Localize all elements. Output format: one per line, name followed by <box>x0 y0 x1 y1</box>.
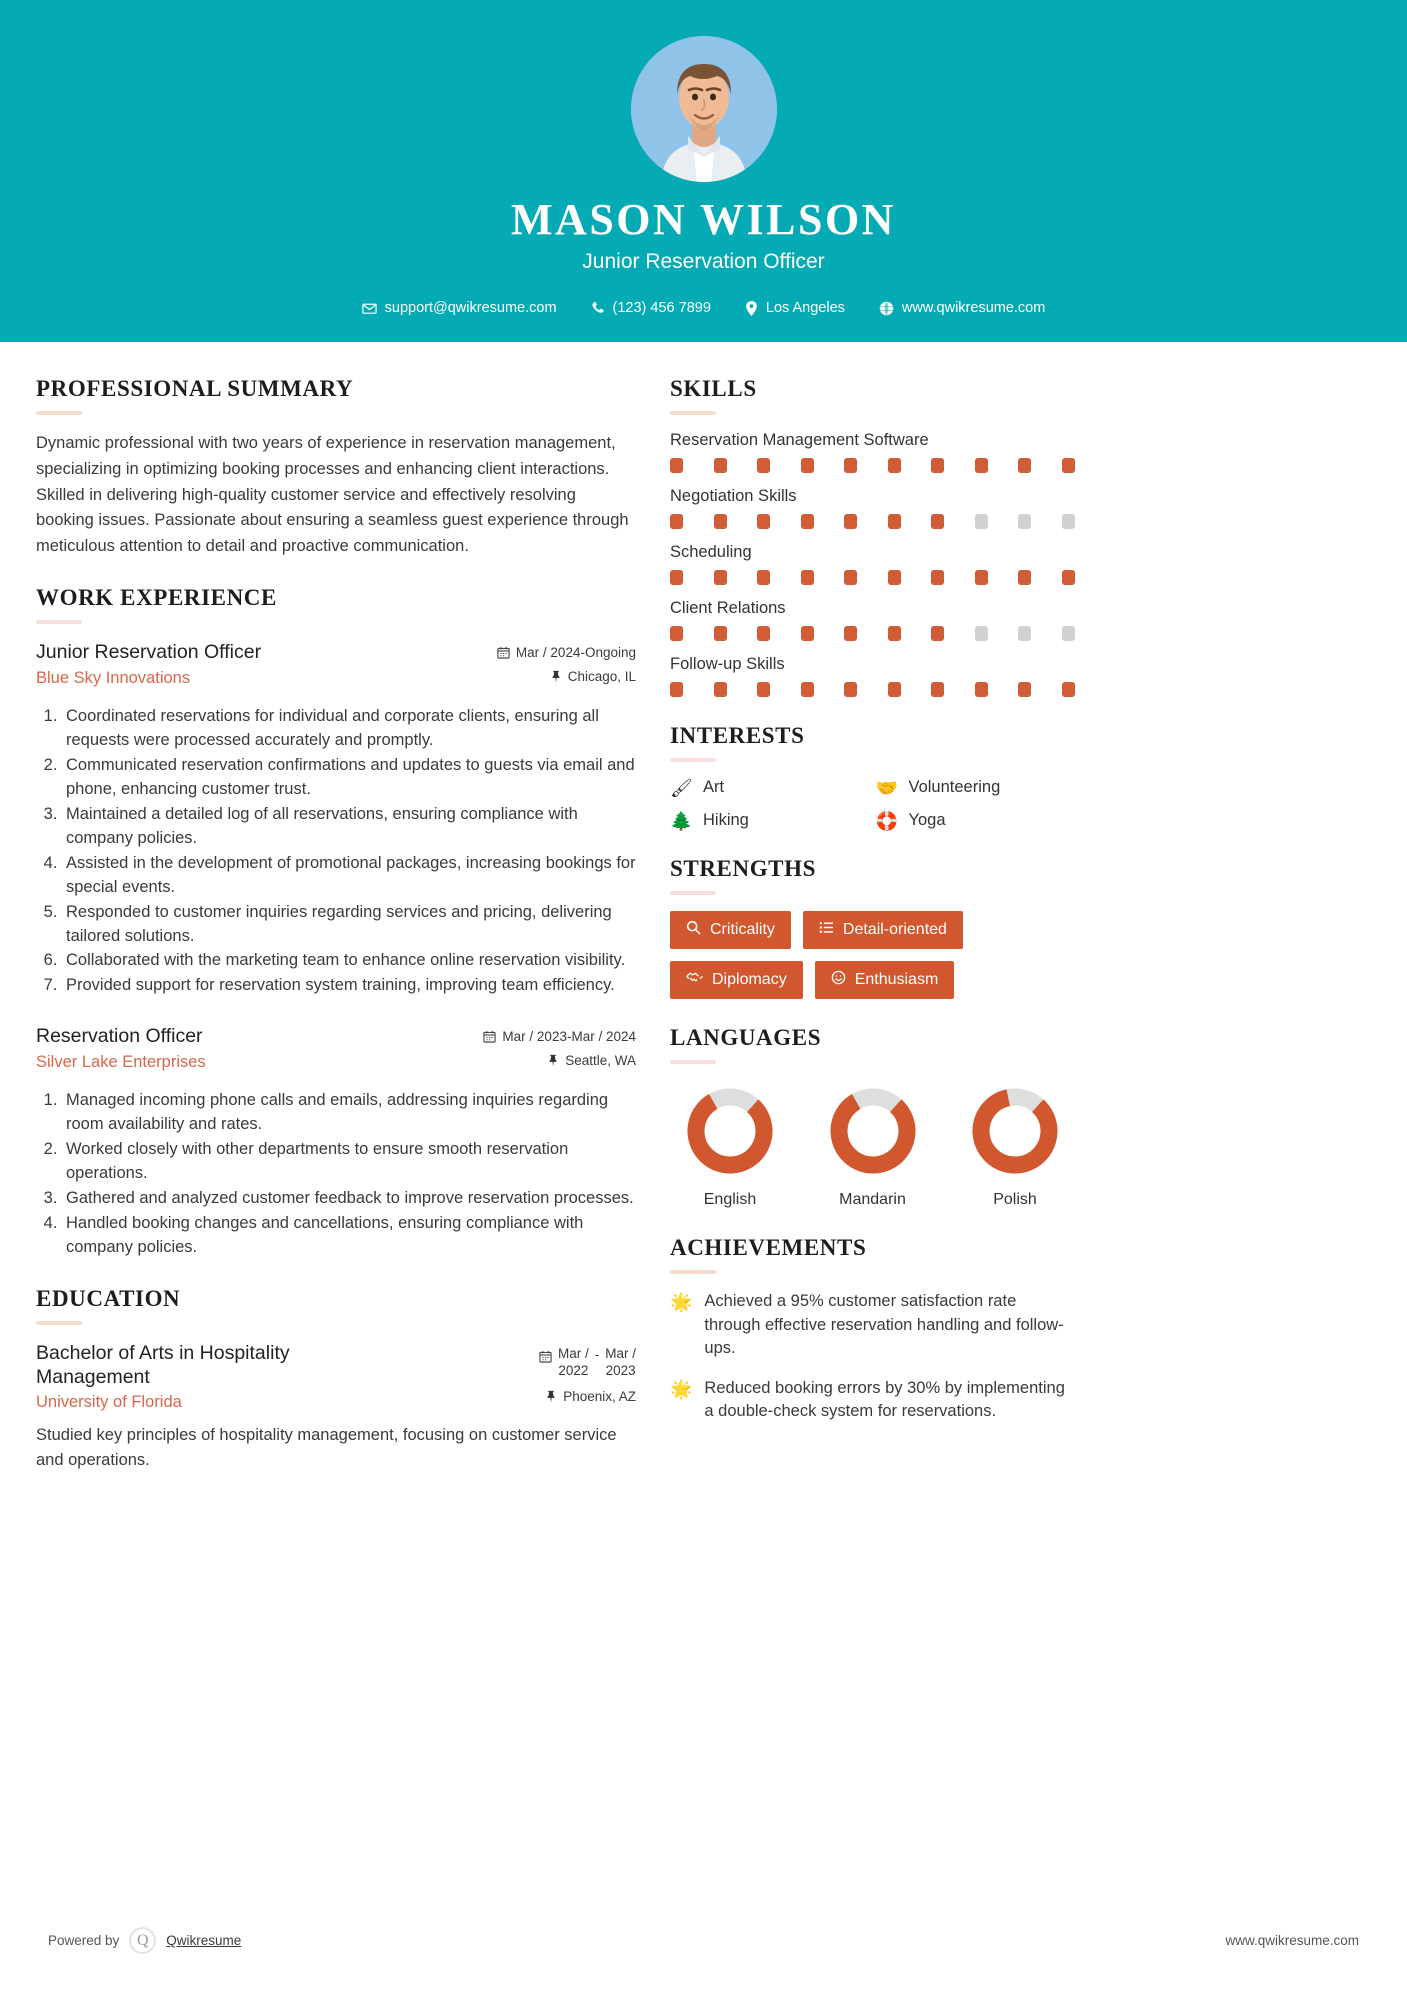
language-label: Polish <box>993 1191 1037 1209</box>
qwikresume-logo-icon: Q <box>129 1927 156 1954</box>
skill-dot <box>1018 570 1031 585</box>
language-item <box>813 1086 933 1209</box>
interest-item <box>670 778 870 797</box>
section-strengths <box>670 856 1075 999</box>
skill-dot <box>844 514 857 529</box>
page-title: MASON WILSON <box>511 195 896 244</box>
strength-chip-enthusiasm[interactable] <box>815 961 955 999</box>
pushpin-icon <box>547 1053 559 1070</box>
shooting-star-icon: 🌟 <box>670 1292 693 1313</box>
job-company: Blue Sky Innovations <box>36 668 191 687</box>
skill-dot <box>801 514 814 529</box>
footer-brand-link[interactable]: Qwikresume <box>166 1933 242 1948</box>
skill-rating <box>670 570 1075 585</box>
map-pin-icon <box>745 301 758 316</box>
section-rule <box>670 891 716 895</box>
list-icon <box>819 920 834 940</box>
skill-dot <box>1018 626 1031 641</box>
achievement-text: Reduced booking errors by 30% by implementing a double-check system for reservations. <box>704 1378 1065 1421</box>
language-donut <box>670 1086 790 1181</box>
handshake-icon <box>686 970 703 990</box>
skill-item <box>670 431 1075 473</box>
contact-email[interactable] <box>345 300 574 316</box>
section-heading-interests: INTERESTS <box>670 723 805 749</box>
contact-location-text: Los Angeles <box>765 300 845 317</box>
skill-dot <box>844 458 857 473</box>
language-item <box>955 1086 1075 1209</box>
donut-chart <box>970 1086 1060 1176</box>
job-bullet: 1. Managed incoming phone calls and emails, addressing inquiries regarding room availability and rates. <box>62 1089 636 1137</box>
job-bullet: 3. Gathered and analyzed customer feedback to improve reservation processes. <box>62 1187 636 1211</box>
education-date-start-month: Mar / <box>557 1345 589 1361</box>
resume-footer <box>0 1927 1407 1954</box>
skill-dot <box>888 458 901 473</box>
resume-body <box>0 342 1407 1499</box>
section-rule <box>36 1321 82 1325</box>
contact-website-text: www.qwikresume.com <box>901 300 1046 317</box>
skill-dot <box>931 514 944 529</box>
education-school: University of Florida <box>36 1393 182 1412</box>
section-heading-education: EDUCATION <box>36 1285 181 1311</box>
contact-phone-text: (123) 456 7899 <box>612 300 711 317</box>
skill-dot <box>975 570 988 585</box>
education-date-end-year: 2023 <box>605 1362 636 1378</box>
skill-dot <box>757 626 770 641</box>
skill-dot <box>888 570 901 585</box>
language-label: Mandarin <box>839 1191 906 1209</box>
job-company: Silver Lake Enterprises <box>36 1052 206 1071</box>
language-label: English <box>703 1191 757 1209</box>
skill-dot <box>975 458 988 473</box>
skill-name: Follow-up Skills <box>670 655 785 674</box>
education-date-end <box>605 1346 636 1380</box>
skill-dot <box>1062 514 1075 529</box>
section-rule <box>670 1060 716 1064</box>
avatar <box>631 36 777 182</box>
experience-item <box>36 640 636 998</box>
job-bullet: 2. Worked closely with other departments to ensure smooth reservation operations. <box>62 1138 636 1186</box>
language-item <box>670 1086 790 1209</box>
job-bullet: 3. Maintained a detailed log of all reservations, ensuring compliance with company policies. <box>62 803 636 851</box>
skill-dot <box>888 514 901 529</box>
strength-chip-diplomacy[interactable] <box>670 961 803 999</box>
envelope-icon <box>362 301 377 316</box>
job-bullet: 6. Collaborated with the marketing team to enhance online reservation visibility. <box>62 949 636 973</box>
skill-item <box>670 543 1075 585</box>
skill-dot <box>714 458 727 473</box>
date-range-dash: - <box>594 1346 600 1362</box>
skill-rating <box>670 514 1075 529</box>
interest-label: Hiking <box>703 811 749 830</box>
strength-chip-criticality[interactable] <box>670 911 791 949</box>
education-location-text: Phoenix, AZ <box>563 1389 636 1405</box>
skill-dot <box>714 626 727 641</box>
skill-dot <box>1062 626 1075 641</box>
job-dates-text: Mar / 2024-Ongoing <box>515 645 636 661</box>
skill-dot <box>670 458 683 473</box>
header-job-title: Junior Reservation Officer <box>582 250 825 274</box>
skill-item <box>670 487 1075 529</box>
section-rule <box>670 1270 716 1274</box>
evergreen-tree-icon: 🌲 <box>670 810 693 831</box>
section-professional-summary <box>36 376 636 559</box>
contact-phone[interactable] <box>574 300 728 316</box>
skill-dot <box>801 682 814 697</box>
footer-powered-label: Powered by <box>48 1933 120 1948</box>
interest-item <box>876 811 1076 830</box>
section-heading-strengths: STRENGTHS <box>670 856 817 882</box>
left-column <box>36 376 636 1499</box>
job-bullet: 4. Handled booking changes and cancellations, ensuring compliance with company policies. <box>62 1212 636 1260</box>
skill-dot <box>757 514 770 529</box>
skill-name: Negotiation Skills <box>670 487 797 506</box>
strength-label: Enthusiasm <box>854 971 939 989</box>
life-buoy-icon: 🛟 <box>875 810 898 831</box>
section-work-experience <box>36 585 636 1260</box>
achievement-item <box>670 1290 1075 1360</box>
interest-item <box>876 778 1076 797</box>
skill-rating <box>670 458 1075 473</box>
skill-dot <box>844 626 857 641</box>
skill-dot <box>1018 682 1031 697</box>
skill-dot <box>757 458 770 473</box>
skill-dot <box>975 514 988 529</box>
job-location <box>468 669 636 686</box>
skill-dot <box>670 514 683 529</box>
job-bullet: 1. Coordinated reservations for individual and corporate clients, ensuring all requests were processed accurately and promptly. <box>62 705 636 753</box>
skill-dot <box>1062 458 1075 473</box>
skill-item <box>670 599 1075 641</box>
calendar-icon <box>483 1029 496 1046</box>
handshake-icon: 🤝 <box>875 777 898 798</box>
magnifier-icon <box>686 920 701 940</box>
summary-text: Dynamic professional with two years of experience in reservation management, specializing in optimizing booking processes and enhancing client interactions. Skilled in delivering high-quality customer service and effectively resolving booking issues. Passionate about ensuring a seamless guest experience through meticulous attention to detail and proactive communication. <box>36 434 629 555</box>
section-heading-experience: WORK EXPERIENCE <box>36 585 277 611</box>
contact-row <box>0 300 1407 316</box>
section-education <box>36 1286 636 1473</box>
skill-item <box>670 655 1075 697</box>
skill-dot <box>670 570 683 585</box>
interest-label: Yoga <box>908 811 946 830</box>
skill-dot <box>844 570 857 585</box>
language-donut <box>813 1086 933 1181</box>
job-role: Reservation Officer <box>36 1025 203 1048</box>
skill-dot <box>1018 514 1031 529</box>
education-date-start-year: 2022 <box>558 1362 589 1378</box>
education-item <box>36 1341 636 1473</box>
skill-name: Reservation Management Software <box>670 431 929 450</box>
job-bullet: 4. Assisted in the development of promotional packages, increasing bookings for special events. <box>62 852 636 900</box>
language-donut <box>955 1086 1075 1181</box>
interest-label: Volunteering <box>908 778 1001 797</box>
skill-dot <box>801 570 814 585</box>
skill-dot <box>670 626 683 641</box>
skill-dot <box>1062 570 1075 585</box>
footer-website[interactable]: www.qwikresume.com <box>1225 1933 1359 1948</box>
calendar-icon <box>497 645 510 662</box>
shooting-star-icon: 🌟 <box>670 1378 693 1399</box>
globe-icon <box>879 301 894 316</box>
skill-dot <box>844 682 857 697</box>
section-heading-achievements: ACHIEVEMENTS <box>670 1235 867 1261</box>
interest-label: Art <box>703 778 725 797</box>
skill-dot <box>975 626 988 641</box>
section-rule <box>36 620 82 624</box>
resume-header <box>0 0 1407 342</box>
skill-dot <box>931 626 944 641</box>
section-achievements <box>670 1235 1075 1423</box>
job-location-text: Chicago, IL <box>567 669 636 685</box>
skill-name: Scheduling <box>670 543 752 562</box>
calendar-icon <box>539 1346 552 1368</box>
skill-dot <box>888 626 901 641</box>
pushpin-icon <box>550 669 562 686</box>
skill-dot <box>931 458 944 473</box>
section-rule <box>36 411 82 415</box>
interest-item <box>670 811 870 830</box>
avatar-photo <box>631 36 777 182</box>
job-bullets <box>36 705 636 998</box>
contact-website[interactable] <box>862 300 1062 316</box>
experience-item <box>36 1024 636 1259</box>
contact-email-text: support@qwikresume.com <box>384 300 557 317</box>
contact-location[interactable] <box>728 300 862 316</box>
skill-name: Client Relations <box>670 599 786 618</box>
donut-chart <box>828 1086 918 1176</box>
job-location <box>468 1053 636 1070</box>
education-description: Studied key principles of hospitality management, focusing on customer service and operations. <box>36 1426 617 1470</box>
strength-label: Criticality <box>710 921 775 939</box>
job-bullet: 2. Communicated reservation confirmations and updates to guests via email and phone, enhancing customer trust. <box>62 754 636 802</box>
job-bullet: 5. Responded to customer inquiries regarding services and pricing, delivering tailored solutions. <box>62 901 636 949</box>
skill-dot <box>757 682 770 697</box>
section-skills <box>670 376 1075 697</box>
section-heading-summary: PROFESSIONAL SUMMARY <box>36 376 354 402</box>
skill-dot <box>888 682 901 697</box>
skill-dot <box>670 682 683 697</box>
section-languages <box>670 1025 1075 1209</box>
job-bullets <box>36 1089 636 1259</box>
strength-label: Diplomacy <box>712 971 787 989</box>
skill-dot <box>714 682 727 697</box>
achievement-text: Achieved a 95% customer satisfaction rate through effective reservation handling and follow-ups. <box>704 1292 1064 1358</box>
donut-chart <box>685 1086 775 1176</box>
job-location-text: Seattle, WA <box>565 1053 636 1069</box>
skill-rating <box>670 682 1075 697</box>
job-dates <box>468 1029 636 1046</box>
section-heading-skills: SKILLS <box>670 376 757 402</box>
languages-list <box>670 1080 1075 1209</box>
strength-label: Detail-oriented <box>842 921 947 939</box>
interests-grid <box>670 778 1075 830</box>
right-column <box>670 376 1075 1449</box>
skill-dot <box>1062 682 1075 697</box>
section-heading-languages: LANGUAGES <box>670 1025 822 1051</box>
job-role: Junior Reservation Officer <box>36 641 262 664</box>
achievement-item <box>670 1377 1075 1424</box>
skill-dot <box>975 682 988 697</box>
job-bullet: 7. Provided support for reservation system training, improving team efficiency. <box>62 974 636 998</box>
skill-dot <box>714 514 727 529</box>
education-date-end-month: Mar / <box>605 1345 636 1361</box>
education-dates <box>468 1346 636 1380</box>
pushpin-icon <box>545 1389 557 1406</box>
section-interests <box>670 723 1075 830</box>
footer-powered-by <box>48 1927 241 1954</box>
strength-chip-detail-oriented[interactable] <box>803 911 963 949</box>
skill-dot <box>931 570 944 585</box>
skill-rating <box>670 626 1075 641</box>
section-rule <box>670 758 716 762</box>
phone-icon <box>591 301 605 315</box>
job-dates-text: Mar / 2023-Mar / 2024 <box>502 1029 636 1045</box>
skill-dot <box>801 458 814 473</box>
skill-dot <box>801 626 814 641</box>
education-location <box>468 1389 636 1406</box>
skill-dot <box>757 570 770 585</box>
skill-dot <box>714 570 727 585</box>
job-dates <box>468 645 636 662</box>
education-degree: Bachelor of Arts in Hospitality Management <box>36 1341 290 1389</box>
skill-dot <box>1018 458 1031 473</box>
section-rule <box>670 411 716 415</box>
paintbrush-icon: 🖌 <box>670 777 693 798</box>
skill-dot <box>931 682 944 697</box>
strengths-list <box>670 911 1075 999</box>
education-date-start <box>558 1346 589 1380</box>
smiley-icon <box>831 970 846 990</box>
